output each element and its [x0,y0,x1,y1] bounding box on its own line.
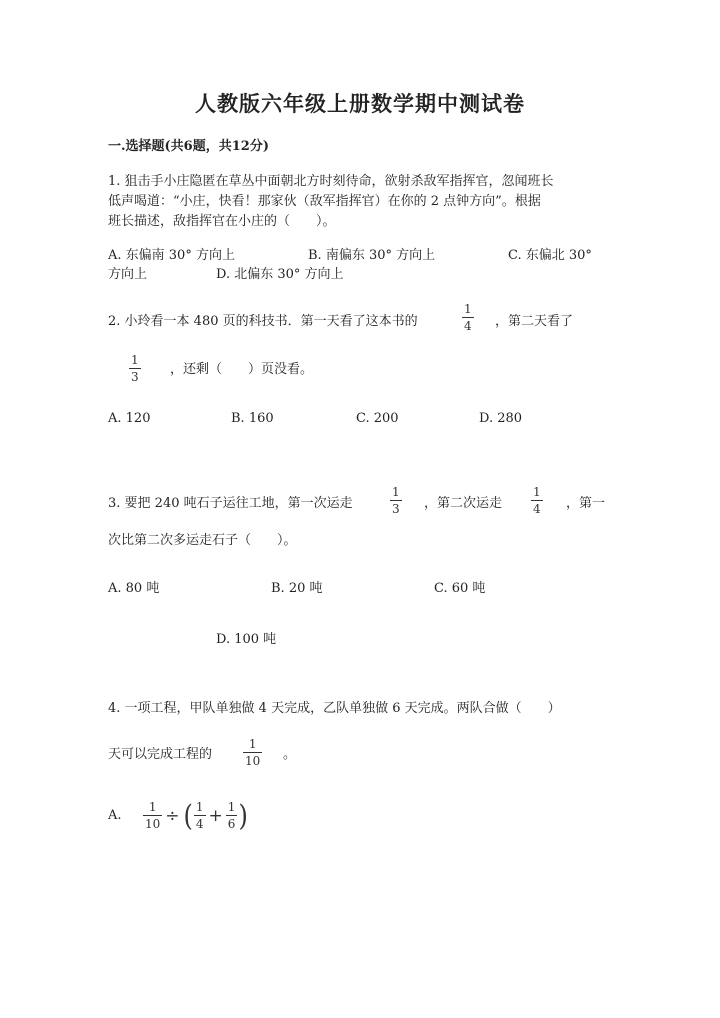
question-text: 。 [283,747,297,762]
question-text: 3. 要把 240 吨石子运往工地，第一次运走 [108,496,353,511]
fraction [390,486,402,515]
fraction-numerator: 1 [248,737,257,751]
option-c-continued: 方向上 [108,267,148,282]
option-a[interactable]: A. 东偏南 30° 方向上 [108,248,235,263]
fraction-numerator: 1 [464,302,472,316]
fraction-numerator: 1 [131,353,139,367]
left-paren: ( [183,798,193,833]
option-c[interactable]: C. 200 [356,411,399,426]
fraction-numerator: 1 [392,485,400,499]
option-b[interactable]: B. 160 [231,411,274,426]
question-text: ，第二次运走 [424,496,503,511]
fraction [226,801,238,830]
fraction-denominator: 3 [131,370,139,384]
fraction-numerator: 1 [195,800,204,814]
fraction-denominator: 10 [245,754,261,768]
option-b[interactable]: B. 南偏东 30° 方向上 [308,248,436,263]
fraction-denominator: 3 [392,502,400,516]
section-heading: 一.选择题(共6题，共12分) [108,139,269,154]
fraction-numerator: 1 [148,800,157,814]
fraction [143,801,162,830]
fraction-denominator: 4 [464,319,472,333]
option-b[interactable]: B. 20 吨 [271,581,323,596]
option-d[interactable]: D. 280 [479,411,523,426]
fraction [531,486,543,515]
fraction [462,303,474,332]
option-a[interactable]: A. 80 吨 [108,581,160,596]
fraction-numerator: 1 [533,485,541,499]
fraction [129,354,141,383]
fraction-denominator: 10 [145,817,161,831]
option-d[interactable]: D. 100 吨 [216,632,277,647]
option-d[interactable]: D. 北偏东 30° 方向上 [216,267,344,282]
fraction-numerator: 1 [227,800,236,814]
question-text: 低声喝道：“小庄，快看！那家伙（敌军指挥官）在你的 2 点钟方向”。根据 [108,194,541,209]
question-text: 天可以完成工程的 [108,747,213,762]
fraction-denominator: 4 [195,817,204,831]
divide-sign: ÷ [165,805,180,826]
fraction [243,738,262,767]
option-a[interactable]: A. 120 [108,411,151,426]
option-c[interactable]: C. 60 吨 [434,581,486,596]
fraction-denominator: 6 [227,817,236,831]
option-a-expression[interactable] [143,798,249,833]
question-text: ，第一 [566,496,606,511]
page-title: 人教版六年级上册数学期中测试卷 [195,91,525,116]
question-text: 班长描述，敌指挥官在小庄的（ ）。 [108,214,336,229]
question-text: 4. 一项工程，甲队单独做 4 天完成，乙队单独做 6 天完成。两队合做（ ） [108,701,561,716]
question-text: 2. 小玲看一本 480 页的科技书．第一天看了这本书的 [108,314,418,329]
fraction-denominator: 4 [533,502,541,516]
question-text: ，还剩（ ）页没看。 [170,362,314,377]
option-a-label[interactable]: A. [108,808,122,823]
option-c[interactable]: C. 东偏北 30° [508,248,592,263]
question-text: ，第二天看了 [495,314,574,329]
right-paren: ) [238,798,248,833]
fraction [194,801,206,830]
question-text: 1. 狙击手小庄隐匿在草丛中面朝北方时刻待命，欲射杀敌军指挥官，忽闻班长 [108,174,554,189]
plus-sign: + [208,805,223,826]
question-text: 次比第二次多运走石子（ ）。 [108,533,297,548]
